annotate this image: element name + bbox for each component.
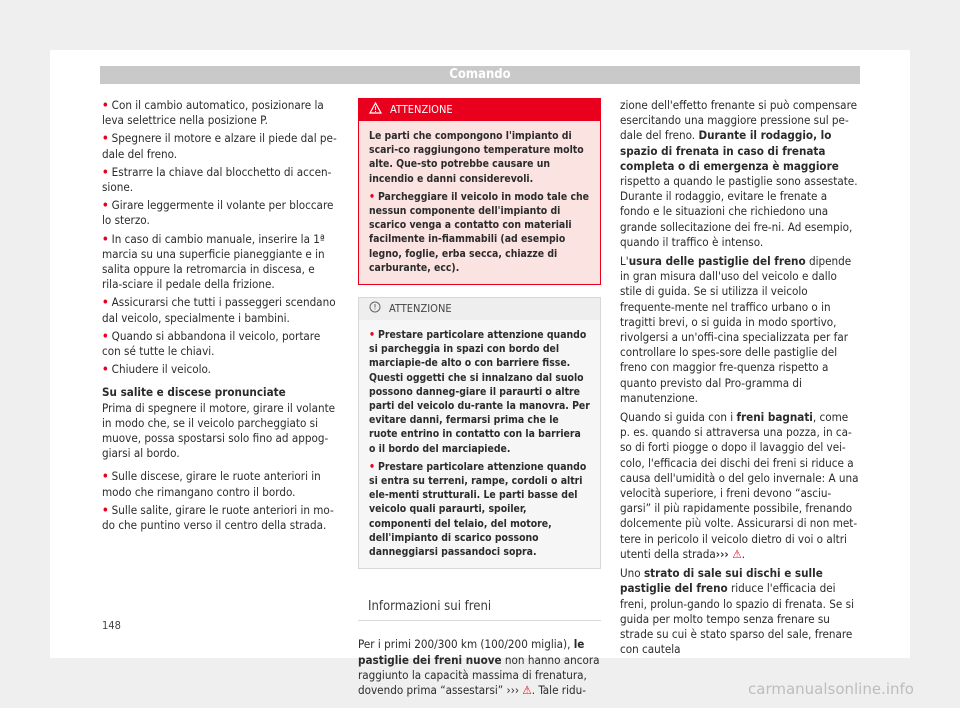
warning-bullet-text: Prestare particolare attenzione quando si parcheggia in spazi con bordo del marciapie-de alto o con barriere fisse. Questi oggetti che si innalzano dal suolo possono danneg-giare il paraurti o altre parti del veicolo du-rante la manovra. Per evitare danni, fermarsi prima che le ruote entrino in contatto con la barriera o il bordo del marciapiede. bbox=[369, 329, 590, 455]
list-item-text: In caso di cambio manuale, inserire la 1ª marcia su una superficie pianeggiante e in salita oppure la retromarcia in discesa, e rila-sciare il pedale della frizione. bbox=[102, 231, 325, 292]
subheading: Su salite e discese pronunciate bbox=[102, 385, 286, 400]
bullet-icon: • bbox=[102, 131, 109, 146]
page-number: 148 bbox=[102, 619, 121, 632]
bold-span: Durante il rodaggio, lo spazio di frenata in caso di frenata completa o di emergenza è maggiore bbox=[620, 128, 839, 173]
warning-body bbox=[359, 320, 600, 568]
text-span: Uno bbox=[620, 566, 644, 581]
list-item-text: Assicurarsi che tutti i passeggeri scendano dal veicolo, specialmente i bambini. bbox=[102, 295, 336, 325]
list-item bbox=[102, 232, 338, 293]
list-item bbox=[102, 198, 338, 228]
bullet-icon: • bbox=[102, 198, 109, 213]
paragraph: Prima di spegnere il motore, girare il volante in modo che, se il veicolo parcheggiato si muove, possa spostarsi solo fino ad appog-giarsi al bordo. bbox=[102, 400, 336, 461]
text-span: , come p. es. quando si attraversa una pozza, in ca-so di forti piogge o dopo il lavaggio del vei-colo, l'efficacia dei dischi dei freni si riduce a causa dell'umidità o del gelo invernale: A una velocità superiore, i freni devono “asciu-garsi” il più rapidamente possibile, frenando dolcemente più volte. Assicurarsi di non met-tere in pericolo il veicolo dietro di voi o altri utenti della strada bbox=[620, 410, 859, 561]
list-item bbox=[102, 469, 338, 499]
text-span: L' bbox=[620, 254, 629, 269]
page-header: Comando bbox=[100, 66, 860, 84]
list-item-text: Chiudere il veicolo. bbox=[111, 362, 211, 377]
text-span: . bbox=[741, 546, 745, 561]
bold-span: strato di sale sui dischi e sulle pastiglie del freno bbox=[620, 566, 823, 596]
column-middle bbox=[358, 98, 601, 702]
paragraph bbox=[620, 566, 860, 657]
bullet-icon: • bbox=[369, 460, 375, 473]
cross-reference[interactable]: ››› bbox=[715, 546, 733, 561]
bullet-icon: • bbox=[102, 98, 109, 112]
text-span: riduce l'efficacia dei freni, prolun-gando lo spazio di frenata. Se si guida per molto tempo senza frenare su strade su cui è stato sparso del sale, frenare con cautela bbox=[620, 581, 854, 657]
bullet-icon: • bbox=[102, 469, 109, 484]
bold-span: freni bagnati bbox=[736, 410, 813, 425]
text-span: dipende in gran misura dall'uso del veicolo e dallo stile di guida. Se si utilizza il veicolo frequente-mente nel traffico urbano o in tragitti brevi, o si guida in modo sportivo, rivolgersi a un'offi-cina specializzata per far controllare lo spes-sore delle pastiglie del freno con maggior fre-quenza rispetto a quanto previsto dal Pro-gramma di manutenzione. bbox=[620, 254, 852, 405]
paragraph bbox=[620, 410, 860, 562]
list-item bbox=[102, 329, 338, 359]
text-span: Per i primi 200/300 km (100/200 miglia), bbox=[358, 637, 574, 652]
warning-triangle-icon bbox=[369, 99, 382, 121]
warning-header bbox=[359, 298, 600, 320]
bullet-icon: • bbox=[102, 164, 109, 179]
bullet-icon: • bbox=[102, 328, 109, 343]
list-item-text: Estrarre la chiave dal blocchetto di accen-sione. bbox=[102, 164, 332, 195]
watermark-footer: carmanualsonline.info bbox=[748, 680, 914, 698]
text-span: non hanno ancora raggiunto la capacità massima di frenatura, dovendo prima “assestarsi” ››› bbox=[358, 652, 600, 698]
list-item bbox=[102, 295, 338, 325]
list-item bbox=[102, 362, 338, 377]
bullet-icon: • bbox=[102, 362, 109, 377]
warning-triangle-icon[interactable]: ⚠ bbox=[732, 546, 742, 561]
warning-text: Le parti che compongono l'impianto di scari-co raggiungono temperature molto alte. Que-sto potrebbe causare un incendio e danni considerevoli. bbox=[369, 130, 584, 185]
bold-span: le pastiglie dei freni nuove bbox=[358, 637, 585, 667]
bullet-icon: • bbox=[102, 502, 109, 517]
list-item bbox=[102, 131, 338, 161]
list-item-text: Sulle discese, girare le ruote anteriori in modo che rimangano contro il bordo. bbox=[102, 469, 321, 499]
bold-span: usura delle pastiglie del freno bbox=[628, 254, 806, 269]
warning-box-curb bbox=[358, 297, 601, 569]
bullet-icon: • bbox=[369, 190, 375, 203]
list-item-text: Sulle salite, girare le ruote anteriori in mo-do che puntino verso il centro della strada. bbox=[102, 502, 334, 533]
info-circle-icon bbox=[369, 298, 381, 320]
list-item-text: Girare leggermente il volante per bloccare lo sterzo. bbox=[102, 198, 334, 228]
list-item-text: Con il cambio automatico, posizionare la leva selettrice nella posizione P. bbox=[102, 98, 324, 128]
list-item bbox=[102, 503, 338, 533]
text-span: . Tale ridu- bbox=[531, 683, 586, 698]
text-span: zione dell'effetto frenante si può compensare esercitando una maggiore pressione sul pe-dale del freno. bbox=[620, 98, 858, 143]
warning-title: ATTENZIONE bbox=[390, 103, 453, 116]
paragraph bbox=[620, 254, 860, 406]
bullet-icon: • bbox=[369, 329, 375, 342]
warning-title: ATTENZIONE bbox=[389, 302, 452, 316]
warning-bullet bbox=[369, 328, 590, 456]
paragraph bbox=[620, 98, 860, 250]
warning-bullet-text: Parcheggiare il veicolo in modo tale che nessun componente dell'impianto di scarico venga a contatto con materiali facilmente in-fiammabili (ad esempio legno, foglie, erba secca, chiazze di carburante, ecc). bbox=[369, 190, 589, 274]
warning-box-fire bbox=[358, 98, 601, 285]
bullet-icon: • bbox=[102, 295, 109, 310]
warning-bullet bbox=[369, 190, 590, 275]
warning-body bbox=[359, 121, 600, 284]
warning-bullet bbox=[369, 460, 590, 559]
bullet-icon: • bbox=[102, 231, 109, 246]
column-left bbox=[102, 98, 338, 536]
text-span: rispetto a quando le pastiglie sono assestate. Durante il rodaggio, evitare le frenate a fondo e le situazioni che richiedono una grande sollecitazione dei fre-ni. Ad esempio, quando il traffico è intenso. bbox=[620, 174, 858, 249]
list-item-text: Quando si abbandona il veicolo, portare con sé tutte le chiavi. bbox=[102, 328, 321, 359]
section-title: Informazioni sui freni bbox=[358, 599, 601, 621]
list-item bbox=[102, 98, 338, 128]
text-span: Quando si guida con i bbox=[620, 410, 737, 425]
list-item bbox=[102, 165, 338, 195]
list-item-text: Spegnere il motore e alzare il piede dal pe-dale del freno. bbox=[102, 131, 337, 161]
warning-triangle-icon[interactable]: ⚠ bbox=[522, 683, 532, 698]
warning-header bbox=[359, 99, 600, 121]
column-right bbox=[620, 98, 860, 661]
warning-bullet-text: Prestare particolare attenzione quando si entra su terreni, rampe, cordoli o altri ele-menti strutturali. Le parti basse del veicolo quali paraurti, spoiler, componenti del telaio, del motore, dell'impianto di scarico possono danneggiarsi passandoci sopra. bbox=[369, 460, 587, 559]
paragraph bbox=[358, 637, 601, 698]
